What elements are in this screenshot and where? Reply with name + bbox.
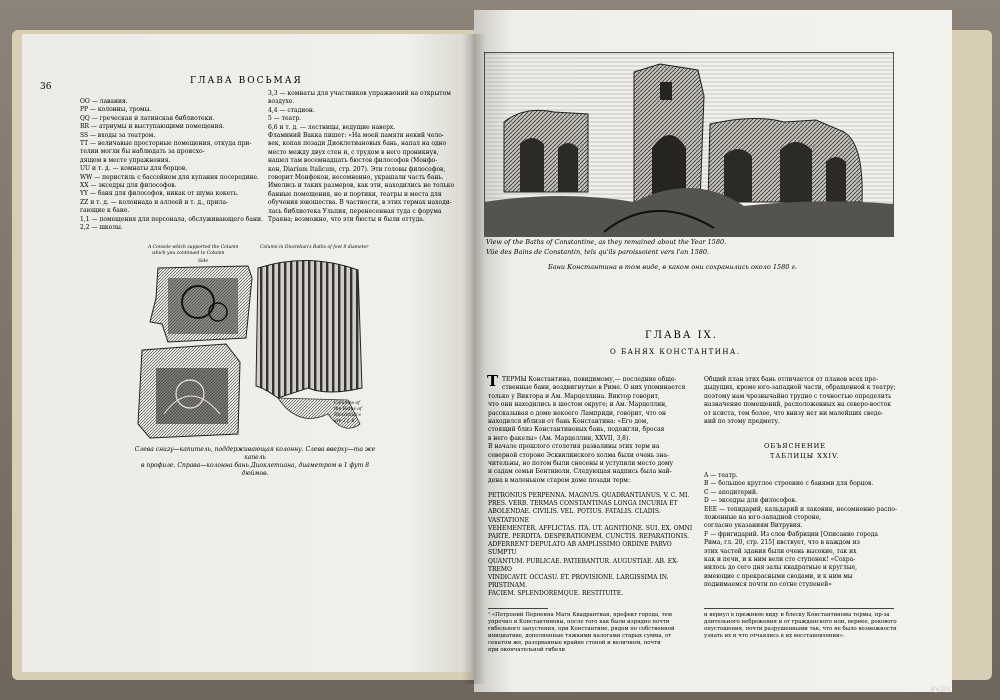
capital-side-drawing <box>150 266 252 342</box>
legend-line: ZZ и т. д. — колоннада и аллеей и т. д., прила- <box>80 198 229 206</box>
explanation-subtitle: ТАБЛИЦЫ XXIV. <box>770 452 840 460</box>
page-number: 36 <box>40 82 52 92</box>
legend-line: F — фригидарий. Из слов Фабриции [Описание города <box>704 530 878 538</box>
running-head: ГЛАВА ВОСЬМАЯ <box>190 76 303 86</box>
body-line: Имелись и таких размеров, как эти, находились не только <box>268 182 455 190</box>
legend-line: нилось до сего дня залы квадратные и круглые, <box>704 564 858 572</box>
legend-line: C — аподитерий. <box>704 488 758 496</box>
ruin-right <box>708 118 862 202</box>
body-line: что они находились в шестом округе; и Ам. Марцеллин, <box>488 401 668 409</box>
body-line: ний по этому предмету. <box>704 418 780 426</box>
inscription-line: TREMO <box>488 565 512 573</box>
body-line: обучения юношества. В частности, в этих термах находи- <box>268 199 452 207</box>
inscription-line: ABOLENDAE. CIVILIS. VEL. POTIUS. FATALIS. CLADIS. <box>488 508 661 516</box>
body-line: чительны, но потом были снесены и уступили место дому <box>488 460 674 468</box>
footnote-line: узнать их и что отчаялись в их восстановлении». <box>704 633 845 639</box>
body-line: нашел там восемнадцать бюстов философов (Монфо- <box>268 157 438 165</box>
inscription-line: ADFERRENT DEPULATO AB AMPLISSIMO ORDINE PARVO <box>488 541 672 549</box>
footnote-left <box>488 612 694 654</box>
body-line: место между двух стен и, с трудом в него проникнув, <box>268 148 439 156</box>
legend-line: ОО — лавания. <box>80 98 128 105</box>
legend-line: РР — колонны, тромы. <box>80 106 152 114</box>
ruin-tower <box>634 64 704 202</box>
body-line: находился вблизи от бань Константина: «Его дом, <box>488 418 649 426</box>
footnote-line: упрочил и Константиновы, после того как были изрядно почти <box>488 619 670 625</box>
legend-line: XX — экседры для философов. <box>80 182 177 190</box>
figure-note: Diocletian's <box>334 413 361 418</box>
legend-line: ложенные на юго-западной стороне, <box>704 514 822 522</box>
body-line: стоящий близ Константиновых бань, подожгли, бросая <box>488 426 665 434</box>
inscription-line: FACIEM. SPLENDOREMQUE. RESTITUITE. <box>488 590 624 598</box>
figure-note: Column in Diocletian's Baths of feet 8 diameter <box>260 245 369 250</box>
body-line: банные помещения, но и портики, театры и места для <box>268 190 442 198</box>
legend-line: B — большое круглое строение с банями для борцов. <box>704 480 874 488</box>
footnote-line: ¹ «Петроний Перпенна Магн Квадрантиан, префект города, тем <box>488 612 672 618</box>
ruin-left <box>504 110 588 192</box>
inscription-line: PRISTINAM. <box>488 582 528 590</box>
legend-line: D — экседры для философов. <box>704 497 797 505</box>
table-legend <box>704 472 898 590</box>
body-line: В начале прошлого столетия развалины этих терм на <box>488 443 660 451</box>
legend-line: EEE — тепидарий, кальдарий и лаконик, несомненно распо- <box>704 505 898 513</box>
footnote-line: сенатом же, разорванные крайне стопой и величием, почти <box>488 640 661 646</box>
legend-line: 6,6 и т. д. — лестницы, ведущие наверх. <box>268 123 396 131</box>
body-line: и садам семьи Бентиволи. Следующая надпись была най- <box>488 468 672 476</box>
baths-engraving <box>484 52 894 237</box>
footnote-line: опустошения, почти разрушенными так, что не было возможности <box>704 626 897 632</box>
inscription-line: PARTE. PERDITA. DESPERATIONEM. CUNCTIS. REPARATIONIS. <box>488 533 690 541</box>
footnote-line: инициативе, дополненные тяжкими налогами старых сумма, от <box>488 633 672 639</box>
legend-line: как и печи, и к ним вели сто ступенек! «Сохра- <box>704 556 856 564</box>
inscription-line: SUMPTU <box>488 549 517 557</box>
caption-line: Слева снизу—капитель, поддерживающая колонну. Слева вверху—та же капель <box>134 446 376 461</box>
body-line: лась библиотека Ульпия, перенесенная туда с форума <box>268 207 442 215</box>
footnote-rule <box>488 608 548 609</box>
inscription-line: PETRONIUS PERPENNA. MAGNUS. QUADRANTIANUS. V. C. MI. <box>488 492 690 499</box>
body-line: дена в маленьком старом доме позади терм: <box>488 476 630 484</box>
body-line: дыдущих, кроме юго-западной части, обращенной к театру; <box>704 384 896 392</box>
body-line: назначение помещений, расположенных на северо-восток <box>704 401 891 409</box>
footnote-right <box>704 612 897 640</box>
legend-line: A — театр. <box>704 472 738 479</box>
footnote-rule <box>704 608 894 609</box>
body-right-column <box>704 376 894 426</box>
legend-line: воздухе. <box>268 98 295 106</box>
legend-line: WW — перистиль с бассейном для купания посередине. <box>80 173 259 181</box>
legend-line: гающие к бане. <box>80 207 130 215</box>
body-line: рассказывая о доме некоего Ламприди, говорит, что он <box>488 409 666 417</box>
legend-line: SS — входы за театром. <box>80 131 156 139</box>
inscription-line: VEHEMENTER. AFFLICTAS. ITA. UT. AGNITIONE. SUI. EX. OMNI <box>488 524 693 532</box>
body-line: век, копая позади Диоклетиановых бань, напал на одно <box>268 140 447 148</box>
latin-inscription <box>488 492 694 599</box>
legend-line: дящем в месте упражнения. <box>80 156 171 164</box>
footnote-line: при окончательной гибели <box>488 647 566 653</box>
body-line: ственные бани, воздвигнутые в Риме. О них упоминается <box>502 384 686 392</box>
figure-note: are 2 f. 8 <box>334 419 355 424</box>
legend-line: телии могли бы наблюдать за происхо- <box>80 148 205 156</box>
body-line: ТЕРМЫ Константина, повидимому,— последние обще- <box>502 376 677 383</box>
inscription-line: VINDICAVIT. OCCASU. ET. PROVISIONE. LARGISSIMA IN. <box>488 574 669 582</box>
chapter-title: ГЛАВА IX. <box>645 330 718 341</box>
watermark: ay.by <box>930 684 951 693</box>
legend-line: TT — величавые просторные помещения, откуда при- <box>80 140 252 148</box>
legend-line: поднимаемся почти по сотне ступеней» <box>704 581 832 589</box>
legend-line: 3,3 — комнаты для участников упражнений на открытом <box>268 90 451 97</box>
figure-note: which you continued to Column <box>152 251 225 256</box>
footnote-line: и вернул в прежнюю виду и блеску Константиновы термы, пр-за <box>704 612 890 618</box>
capital-column-figure <box>128 238 380 446</box>
footnote-line: гибельного запустения, при Константине, рядом по собственной <box>488 626 675 632</box>
legend-left-column <box>80 98 263 233</box>
legend-line: согласно указаниям Витрувия. <box>704 522 803 530</box>
body-left-column <box>487 372 694 485</box>
capital-front-drawing <box>138 344 240 438</box>
body-line: от ксиста, тем более, что внизу нет ни малейших сведе- <box>704 409 884 417</box>
legend-line: имеющие с прекрасными сводами, и к ним мы <box>704 572 853 580</box>
footnote-line: длительного небрежения и от гражданского или, вернее, рокового <box>704 619 897 625</box>
inscription-line: PRES. VERB. TERMAS CONSTANTINAS LONGA INCURIA ET <box>488 500 678 508</box>
inscription-line: QUANTUM. PUBLICAE. PATIEBANTUR. AUGUSTIAE. AB. EX- <box>488 557 679 565</box>
legend-line: этих частей здания были очень высокие, так их <box>704 547 857 555</box>
body-line: Общий план этих бань отличается от планов всех пре- <box>704 376 878 383</box>
legend-line: YY — баня для философов, никак от шума кокеть. <box>80 190 239 198</box>
drop-cap: Т <box>487 372 499 390</box>
figure-note: Side <box>198 259 209 264</box>
inscription-line: VASTATIONE <box>488 516 529 524</box>
chapter-subtitle: О БАНЯХ КОНСТАНТИНА. <box>610 348 741 356</box>
engraving-caption-french: Vüe des Bains de Constantin, tels qu'ils paroissoient vers l'an 1580. <box>486 248 710 256</box>
legend-line: QQ — греческая и латинская библиотеки. <box>80 114 215 122</box>
book-gutter <box>462 34 486 684</box>
figure-caption <box>130 446 380 478</box>
body-line: говорит Монфокон, несомненно, украшали часть бань. <box>268 174 444 182</box>
figure-note: the Baths of <box>334 407 362 412</box>
legend-line: 1,1 — помещения для персонала, обслуживающего бани. <box>80 215 263 223</box>
engraving-caption-english: View of the Baths of Constantine, as they remained about the Year 1580. <box>486 238 727 246</box>
body-line: северной стороне Эсквилинского холма были очень зна- <box>488 451 669 459</box>
body-line: Траяна; возможно, что эти бюсты и были оттуда. <box>268 216 425 224</box>
legend-line: 5 — театр. <box>268 115 302 123</box>
caption-line: в профиле. Справа—колонна бань Диоклетиана, диаметром в 1 фут 8 дюймов. <box>140 462 370 477</box>
figure-note: Columns of <box>334 401 360 406</box>
body-line: поэтому нам чрезвычайно трудно с точностью определить <box>704 392 892 400</box>
legend-line: 4,4 — стадион. <box>268 106 315 114</box>
legend-right-column <box>268 90 458 225</box>
engraving-caption-russian: Бани Константина в том виде, в каком они сохранились около 1580 г. <box>548 263 797 271</box>
legend-line: UU и т. д. — комнаты для борцов. <box>80 165 188 173</box>
figure-note: A Console which supported the Column <box>148 245 239 250</box>
explanation-title: ОБЪЯСНЕНИЕ <box>764 442 826 450</box>
legend-line: Рима, гл. 20, стр. 215] явствует, что в каждом из <box>704 539 860 547</box>
body-line: Фламиний Вакка пишет: «На моей памяти некий чело- <box>268 132 444 140</box>
legend-line: RR — атриумы и выступающими помещения. <box>80 123 225 131</box>
body-line: в него факелы» (Ам. Марцеллин, XXVII, 3,8). <box>488 434 631 442</box>
body-line: кон, Diarium Italicum, стр. 207). Эти головы философов, <box>268 165 446 173</box>
body-line: только у Виктора и Ам. Марцеллина. Виктор говорит, <box>488 392 660 400</box>
legend-line: 2,2 — школы. <box>80 224 123 232</box>
